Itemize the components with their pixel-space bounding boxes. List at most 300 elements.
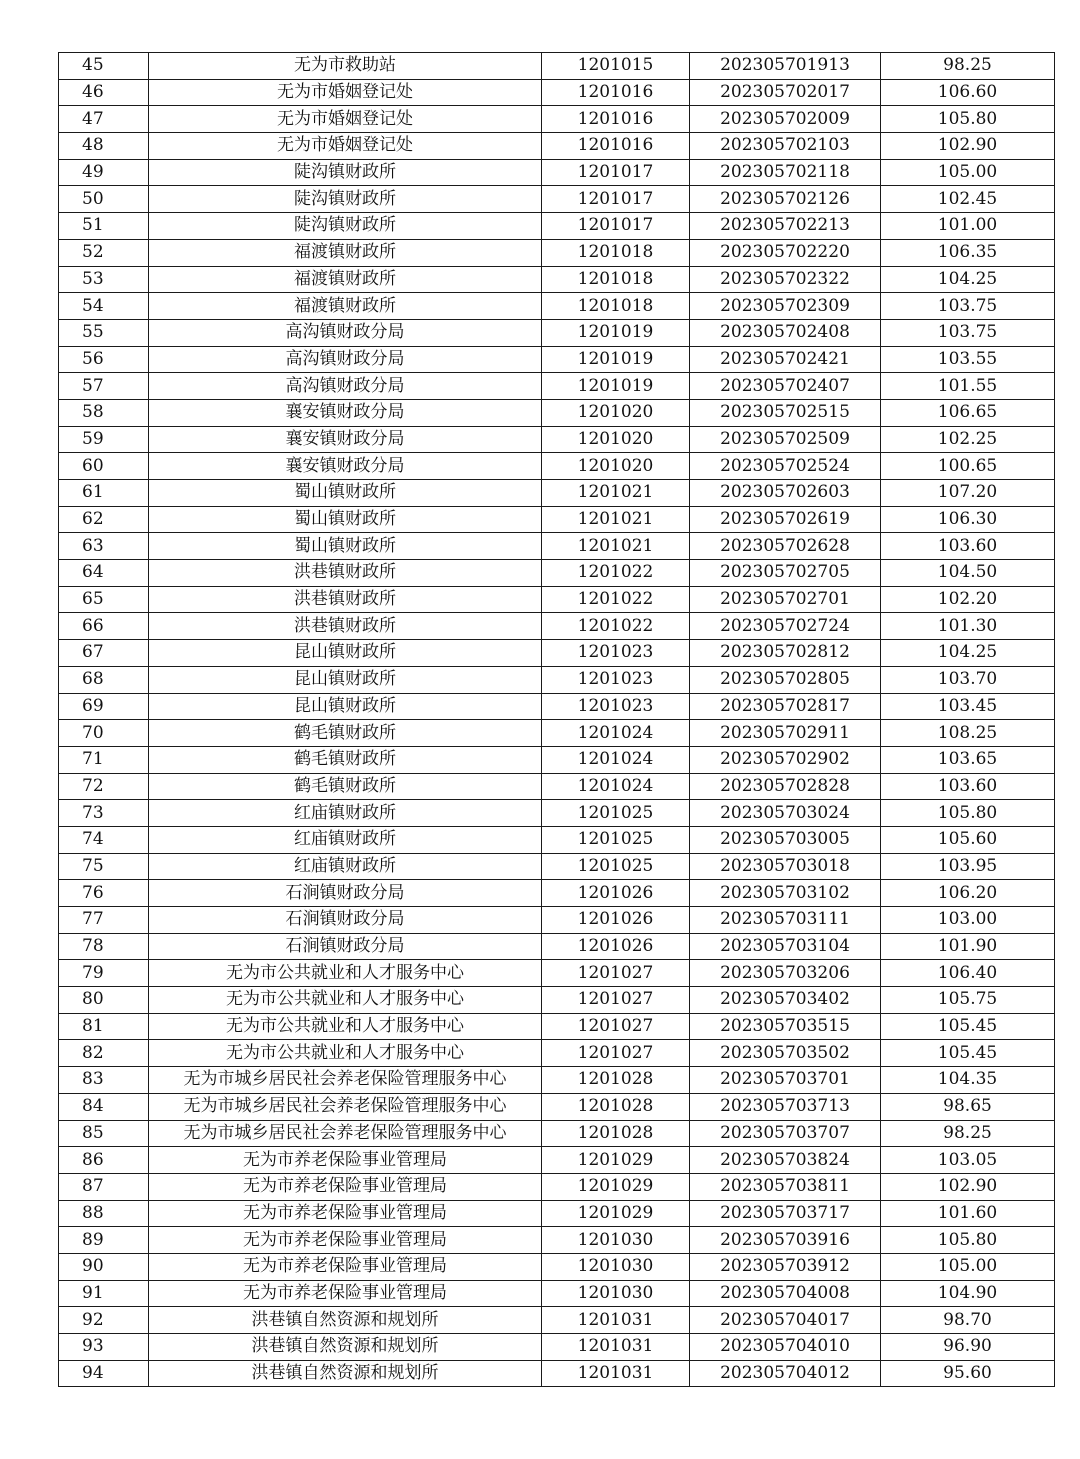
employer-unit-cell: 无为市婚姻登记处	[149, 133, 542, 160]
position-code-cell: 1201023	[542, 666, 690, 693]
row-number-cell: 54	[59, 293, 149, 320]
row-number-cell: 63	[59, 533, 149, 560]
row-number-cell: 71	[59, 746, 149, 773]
admission-ticket-cell: 202305702628	[690, 533, 881, 560]
position-code-cell: 1201017	[542, 213, 690, 240]
employer-unit-cell: 洪巷镇财政所	[149, 586, 542, 613]
admission-ticket-cell: 202305704008	[690, 1280, 881, 1307]
admission-ticket-cell: 202305701913	[690, 53, 881, 80]
row-number-cell: 56	[59, 346, 149, 373]
total-score-cell: 102.45	[881, 186, 1055, 213]
table-row	[59, 213, 1055, 240]
employer-unit-cell: 无为市公共就业和人才服务中心	[149, 987, 542, 1014]
row-number-cell: 93	[59, 1334, 149, 1361]
position-code-cell: 1201024	[542, 773, 690, 800]
table-row	[59, 133, 1055, 160]
total-score-cell: 103.45	[881, 693, 1055, 720]
total-score-cell: 105.45	[881, 1040, 1055, 1067]
employer-unit-cell: 高沟镇财政分局	[149, 346, 542, 373]
position-code-cell: 1201025	[542, 800, 690, 827]
row-number-cell: 76	[59, 880, 149, 907]
total-score-cell: 105.00	[881, 159, 1055, 186]
admission-ticket-cell: 202305702805	[690, 666, 881, 693]
row-number-cell: 50	[59, 186, 149, 213]
total-score-cell: 108.25	[881, 720, 1055, 747]
admission-ticket-cell: 202305703018	[690, 853, 881, 880]
table-row	[59, 159, 1055, 186]
position-code-cell: 1201030	[542, 1253, 690, 1280]
table-row	[59, 506, 1055, 533]
row-number-cell: 69	[59, 693, 149, 720]
position-code-cell: 1201029	[542, 1200, 690, 1227]
row-number-cell: 52	[59, 239, 149, 266]
employer-unit-cell: 陡沟镇财政所	[149, 159, 542, 186]
admission-ticket-cell: 202305702911	[690, 720, 881, 747]
admission-ticket-cell: 202305702421	[690, 346, 881, 373]
total-score-cell: 103.05	[881, 1147, 1055, 1174]
admission-ticket-cell: 202305703102	[690, 880, 881, 907]
employer-unit-cell: 洪巷镇自然资源和规划所	[149, 1307, 542, 1334]
table-row	[59, 1067, 1055, 1094]
position-code-cell: 1201016	[542, 133, 690, 160]
position-code-cell: 1201021	[542, 533, 690, 560]
table-row	[59, 933, 1055, 960]
row-number-cell: 68	[59, 666, 149, 693]
employer-unit-cell: 红庙镇财政所	[149, 853, 542, 880]
table-row	[59, 640, 1055, 667]
table-row	[59, 1334, 1055, 1361]
position-code-cell: 1201017	[542, 186, 690, 213]
employer-unit-cell: 无为市城乡居民社会养老保险管理服务中心	[149, 1093, 542, 1120]
position-code-cell: 1201026	[542, 933, 690, 960]
employer-unit-cell: 石涧镇财政分局	[149, 907, 542, 934]
position-code-cell: 1201018	[542, 266, 690, 293]
table-row	[59, 266, 1055, 293]
employer-unit-cell: 无为市养老保险事业管理局	[149, 1280, 542, 1307]
position-code-cell: 1201026	[542, 907, 690, 934]
admission-ticket-cell: 202305704010	[690, 1334, 881, 1361]
total-score-cell: 106.20	[881, 880, 1055, 907]
row-number-cell: 86	[59, 1147, 149, 1174]
table-row	[59, 480, 1055, 507]
employer-unit-cell: 无为市婚姻登记处	[149, 79, 542, 106]
employer-unit-cell: 陡沟镇财政所	[149, 213, 542, 240]
table-row	[59, 1013, 1055, 1040]
admission-ticket-cell: 202305702408	[690, 319, 881, 346]
employer-unit-cell: 无为市养老保险事业管理局	[149, 1200, 542, 1227]
employer-unit-cell: 红庙镇财政所	[149, 826, 542, 853]
position-code-cell: 1201016	[542, 106, 690, 133]
total-score-cell: 105.80	[881, 1227, 1055, 1254]
employer-unit-cell: 蜀山镇财政所	[149, 480, 542, 507]
total-score-cell: 103.95	[881, 853, 1055, 880]
table-row	[59, 826, 1055, 853]
position-code-cell: 1201028	[542, 1093, 690, 1120]
row-number-cell: 55	[59, 319, 149, 346]
admission-ticket-cell: 202305702322	[690, 266, 881, 293]
row-number-cell: 74	[59, 826, 149, 853]
table-row	[59, 1093, 1055, 1120]
score-table-body	[59, 53, 1055, 1387]
row-number-cell: 91	[59, 1280, 149, 1307]
position-code-cell: 1201024	[542, 720, 690, 747]
total-score-cell: 104.50	[881, 560, 1055, 587]
total-score-cell: 106.40	[881, 960, 1055, 987]
employer-unit-cell: 鹤毛镇财政所	[149, 720, 542, 747]
row-number-cell: 87	[59, 1173, 149, 1200]
table-row	[59, 907, 1055, 934]
admission-ticket-cell: 202305703707	[690, 1120, 881, 1147]
admission-ticket-cell: 202305703515	[690, 1013, 881, 1040]
admission-ticket-cell: 202305702724	[690, 613, 881, 640]
total-score-cell: 101.00	[881, 213, 1055, 240]
total-score-cell: 102.20	[881, 586, 1055, 613]
employer-unit-cell: 无为市婚姻登记处	[149, 106, 542, 133]
total-score-cell: 105.75	[881, 987, 1055, 1014]
row-number-cell: 70	[59, 720, 149, 747]
table-row	[59, 426, 1055, 453]
employer-unit-cell: 无为市养老保险事业管理局	[149, 1253, 542, 1280]
position-code-cell: 1201024	[542, 746, 690, 773]
row-number-cell: 62	[59, 506, 149, 533]
total-score-cell: 100.65	[881, 453, 1055, 480]
total-score-cell: 104.25	[881, 640, 1055, 667]
total-score-cell: 103.00	[881, 907, 1055, 934]
row-number-cell: 88	[59, 1200, 149, 1227]
total-score-cell: 105.80	[881, 106, 1055, 133]
table-row	[59, 1280, 1055, 1307]
total-score-cell: 104.90	[881, 1280, 1055, 1307]
admission-ticket-cell: 202305703916	[690, 1227, 881, 1254]
admission-ticket-cell: 202305702515	[690, 399, 881, 426]
admission-ticket-cell: 202305703717	[690, 1200, 881, 1227]
row-number-cell: 78	[59, 933, 149, 960]
position-code-cell: 1201020	[542, 399, 690, 426]
row-number-cell: 77	[59, 907, 149, 934]
employer-unit-cell: 福渡镇财政所	[149, 239, 542, 266]
position-code-cell: 1201022	[542, 613, 690, 640]
total-score-cell: 98.70	[881, 1307, 1055, 1334]
admission-ticket-cell: 202305702701	[690, 586, 881, 613]
position-code-cell: 1201020	[542, 453, 690, 480]
employer-unit-cell: 鹤毛镇财政所	[149, 773, 542, 800]
position-code-cell: 1201029	[542, 1147, 690, 1174]
table-row	[59, 186, 1055, 213]
employer-unit-cell: 石涧镇财政分局	[149, 880, 542, 907]
table-row	[59, 293, 1055, 320]
table-row	[59, 106, 1055, 133]
position-code-cell: 1201030	[542, 1280, 690, 1307]
table-row	[59, 746, 1055, 773]
employer-unit-cell: 无为市公共就业和人才服务中心	[149, 1013, 542, 1040]
employer-unit-cell: 洪巷镇自然资源和规划所	[149, 1334, 542, 1361]
admission-ticket-cell: 202305704017	[690, 1307, 881, 1334]
table-row	[59, 53, 1055, 80]
row-number-cell: 45	[59, 53, 149, 80]
total-score-cell: 106.60	[881, 79, 1055, 106]
position-code-cell: 1201018	[542, 239, 690, 266]
table-row	[59, 1120, 1055, 1147]
total-score-cell: 106.65	[881, 399, 1055, 426]
row-number-cell: 51	[59, 213, 149, 240]
employer-unit-cell: 襄安镇财政分局	[149, 453, 542, 480]
position-code-cell: 1201031	[542, 1307, 690, 1334]
table-row	[59, 1360, 1055, 1387]
total-score-cell: 105.80	[881, 800, 1055, 827]
employer-unit-cell: 洪巷镇自然资源和规划所	[149, 1360, 542, 1387]
row-number-cell: 59	[59, 426, 149, 453]
admission-ticket-cell: 202305703824	[690, 1147, 881, 1174]
position-code-cell: 1201025	[542, 853, 690, 880]
total-score-cell: 101.60	[881, 1200, 1055, 1227]
admission-ticket-cell: 202305703005	[690, 826, 881, 853]
row-number-cell: 81	[59, 1013, 149, 1040]
admission-ticket-cell: 202305703811	[690, 1173, 881, 1200]
row-number-cell: 79	[59, 960, 149, 987]
total-score-cell: 106.35	[881, 239, 1055, 266]
total-score-cell: 104.35	[881, 1067, 1055, 1094]
row-number-cell: 92	[59, 1307, 149, 1334]
row-number-cell: 75	[59, 853, 149, 880]
employer-unit-cell: 鹤毛镇财政所	[149, 746, 542, 773]
employer-unit-cell: 昆山镇财政所	[149, 640, 542, 667]
row-number-cell: 67	[59, 640, 149, 667]
position-code-cell: 1201021	[542, 506, 690, 533]
row-number-cell: 65	[59, 586, 149, 613]
position-code-cell: 1201031	[542, 1334, 690, 1361]
row-number-cell: 80	[59, 987, 149, 1014]
employer-unit-cell: 昆山镇财政所	[149, 693, 542, 720]
table-row	[59, 960, 1055, 987]
total-score-cell: 103.60	[881, 533, 1055, 560]
employer-unit-cell: 无为市救助站	[149, 53, 542, 80]
total-score-cell: 101.55	[881, 373, 1055, 400]
employer-unit-cell: 高沟镇财政分局	[149, 319, 542, 346]
table-row	[59, 720, 1055, 747]
table-row	[59, 346, 1055, 373]
employer-unit-cell: 无为市养老保险事业管理局	[149, 1227, 542, 1254]
position-code-cell: 1201020	[542, 426, 690, 453]
admission-ticket-cell: 202305702619	[690, 506, 881, 533]
position-code-cell: 1201027	[542, 1013, 690, 1040]
row-number-cell: 58	[59, 399, 149, 426]
table-row	[59, 239, 1055, 266]
admission-ticket-cell: 202305702220	[690, 239, 881, 266]
admission-ticket-cell: 202305703104	[690, 933, 881, 960]
admission-ticket-cell: 202305703206	[690, 960, 881, 987]
total-score-cell: 103.75	[881, 293, 1055, 320]
employer-unit-cell: 福渡镇财政所	[149, 293, 542, 320]
employer-unit-cell: 昆山镇财政所	[149, 666, 542, 693]
admission-ticket-cell: 202305702812	[690, 640, 881, 667]
position-code-cell: 1201017	[542, 159, 690, 186]
employer-unit-cell: 蜀山镇财政所	[149, 533, 542, 560]
position-code-cell: 1201023	[542, 693, 690, 720]
row-number-cell: 60	[59, 453, 149, 480]
table-row	[59, 453, 1055, 480]
total-score-cell: 98.25	[881, 53, 1055, 80]
row-number-cell: 49	[59, 159, 149, 186]
employer-unit-cell: 福渡镇财政所	[149, 266, 542, 293]
admission-ticket-cell: 202305702126	[690, 186, 881, 213]
employer-unit-cell: 洪巷镇财政所	[149, 560, 542, 587]
position-code-cell: 1201027	[542, 1040, 690, 1067]
employer-unit-cell: 襄安镇财政分局	[149, 426, 542, 453]
row-number-cell: 64	[59, 560, 149, 587]
table-row	[59, 560, 1055, 587]
row-number-cell: 61	[59, 480, 149, 507]
table-row	[59, 79, 1055, 106]
position-code-cell: 1201027	[542, 960, 690, 987]
position-code-cell: 1201028	[542, 1120, 690, 1147]
total-score-cell: 102.90	[881, 133, 1055, 160]
employer-unit-cell: 红庙镇财政所	[149, 800, 542, 827]
total-score-cell: 103.55	[881, 346, 1055, 373]
table-row	[59, 533, 1055, 560]
admission-ticket-cell: 202305702817	[690, 693, 881, 720]
score-sheet	[58, 52, 1031, 1387]
row-number-cell: 84	[59, 1093, 149, 1120]
employer-unit-cell: 无为市养老保险事业管理局	[149, 1173, 542, 1200]
position-code-cell: 1201016	[542, 79, 690, 106]
employer-unit-cell: 无为市养老保险事业管理局	[149, 1147, 542, 1174]
row-number-cell: 53	[59, 266, 149, 293]
table-row	[59, 880, 1055, 907]
table-row	[59, 800, 1055, 827]
admission-ticket-cell: 202305703024	[690, 800, 881, 827]
total-score-cell: 103.70	[881, 666, 1055, 693]
total-score-cell: 105.60	[881, 826, 1055, 853]
table-row	[59, 1147, 1055, 1174]
table-row	[59, 1307, 1055, 1334]
admission-ticket-cell: 202305703502	[690, 1040, 881, 1067]
row-number-cell: 66	[59, 613, 149, 640]
employer-unit-cell: 石涧镇财政分局	[149, 933, 542, 960]
table-row	[59, 1173, 1055, 1200]
row-number-cell: 46	[59, 79, 149, 106]
table-row	[59, 773, 1055, 800]
position-code-cell: 1201030	[542, 1227, 690, 1254]
row-number-cell: 47	[59, 106, 149, 133]
admission-ticket-cell: 202305702509	[690, 426, 881, 453]
total-score-cell: 103.60	[881, 773, 1055, 800]
admission-ticket-cell: 202305702828	[690, 773, 881, 800]
table-row	[59, 319, 1055, 346]
table-row	[59, 1040, 1055, 1067]
total-score-cell: 105.00	[881, 1253, 1055, 1280]
row-number-cell: 73	[59, 800, 149, 827]
employer-unit-cell: 无为市城乡居民社会养老保险管理服务中心	[149, 1067, 542, 1094]
admission-ticket-cell: 202305702603	[690, 480, 881, 507]
position-code-cell: 1201022	[542, 586, 690, 613]
total-score-cell: 102.90	[881, 1173, 1055, 1200]
total-score-cell: 107.20	[881, 480, 1055, 507]
table-row	[59, 1253, 1055, 1280]
employer-unit-cell: 高沟镇财政分局	[149, 373, 542, 400]
employer-unit-cell: 襄安镇财政分局	[149, 399, 542, 426]
table-row	[59, 1200, 1055, 1227]
table-row	[59, 666, 1055, 693]
position-code-cell: 1201019	[542, 319, 690, 346]
admission-ticket-cell: 202305702309	[690, 293, 881, 320]
row-number-cell: 83	[59, 1067, 149, 1094]
total-score-cell: 102.25	[881, 426, 1055, 453]
employer-unit-cell: 蜀山镇财政所	[149, 506, 542, 533]
employer-unit-cell: 无为市城乡居民社会养老保险管理服务中心	[149, 1120, 542, 1147]
table-row	[59, 853, 1055, 880]
table-row	[59, 373, 1055, 400]
position-code-cell: 1201019	[542, 373, 690, 400]
admission-ticket-cell: 202305703701	[690, 1067, 881, 1094]
position-code-cell: 1201015	[542, 53, 690, 80]
position-code-cell: 1201019	[542, 346, 690, 373]
table-row	[59, 399, 1055, 426]
table-row	[59, 987, 1055, 1014]
position-code-cell: 1201022	[542, 560, 690, 587]
position-code-cell: 1201031	[542, 1360, 690, 1387]
employer-unit-cell: 陡沟镇财政所	[149, 186, 542, 213]
admission-ticket-cell: 202305702902	[690, 746, 881, 773]
position-code-cell: 1201018	[542, 293, 690, 320]
score-table	[58, 52, 1055, 1387]
total-score-cell: 95.60	[881, 1360, 1055, 1387]
admission-ticket-cell: 202305702524	[690, 453, 881, 480]
total-score-cell: 101.90	[881, 933, 1055, 960]
admission-ticket-cell: 202305702017	[690, 79, 881, 106]
position-code-cell: 1201027	[542, 987, 690, 1014]
row-number-cell: 90	[59, 1253, 149, 1280]
admission-ticket-cell: 202305703111	[690, 907, 881, 934]
total-score-cell: 96.90	[881, 1334, 1055, 1361]
employer-unit-cell: 无为市公共就业和人才服务中心	[149, 1040, 542, 1067]
total-score-cell: 106.30	[881, 506, 1055, 533]
position-code-cell: 1201026	[542, 880, 690, 907]
row-number-cell: 57	[59, 373, 149, 400]
admission-ticket-cell: 202305702009	[690, 106, 881, 133]
total-score-cell: 103.65	[881, 746, 1055, 773]
admission-ticket-cell: 202305703402	[690, 987, 881, 1014]
row-number-cell: 82	[59, 1040, 149, 1067]
admission-ticket-cell: 202305702118	[690, 159, 881, 186]
admission-ticket-cell: 202305702407	[690, 373, 881, 400]
row-number-cell: 89	[59, 1227, 149, 1254]
position-code-cell: 1201025	[542, 826, 690, 853]
position-code-cell: 1201028	[542, 1067, 690, 1094]
total-score-cell: 98.65	[881, 1093, 1055, 1120]
employer-unit-cell: 无为市公共就业和人才服务中心	[149, 960, 542, 987]
row-number-cell: 85	[59, 1120, 149, 1147]
admission-ticket-cell: 202305704012	[690, 1360, 881, 1387]
total-score-cell: 104.25	[881, 266, 1055, 293]
total-score-cell: 103.75	[881, 319, 1055, 346]
admission-ticket-cell: 202305702705	[690, 560, 881, 587]
table-row	[59, 613, 1055, 640]
employer-unit-cell: 洪巷镇财政所	[149, 613, 542, 640]
admission-ticket-cell: 202305703912	[690, 1253, 881, 1280]
position-code-cell: 1201029	[542, 1173, 690, 1200]
table-row	[59, 693, 1055, 720]
total-score-cell: 105.45	[881, 1013, 1055, 1040]
admission-ticket-cell: 202305702213	[690, 213, 881, 240]
row-number-cell: 94	[59, 1360, 149, 1387]
admission-ticket-cell: 202305702103	[690, 133, 881, 160]
table-row	[59, 586, 1055, 613]
position-code-cell: 1201021	[542, 480, 690, 507]
total-score-cell: 98.25	[881, 1120, 1055, 1147]
row-number-cell: 48	[59, 133, 149, 160]
total-score-cell: 101.30	[881, 613, 1055, 640]
row-number-cell: 72	[59, 773, 149, 800]
